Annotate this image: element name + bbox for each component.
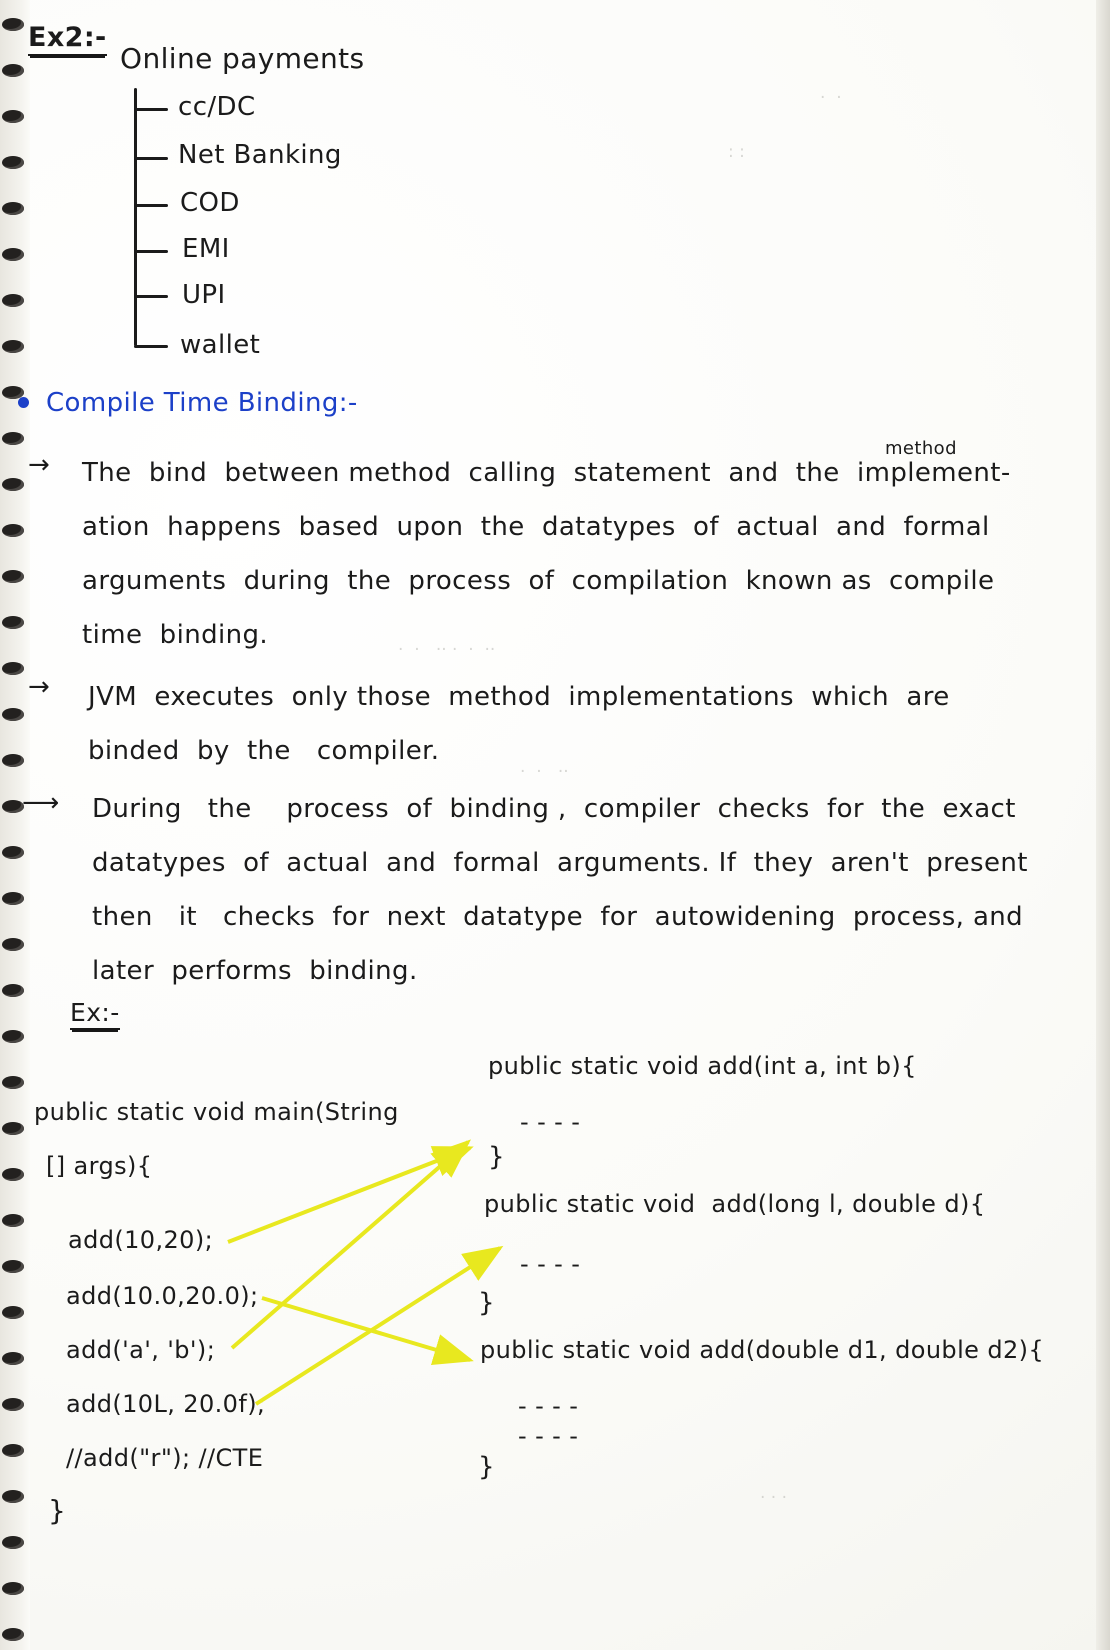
tree-item: UPI — [182, 280, 226, 310]
page-edge — [1096, 0, 1110, 1650]
spiral-ring — [2, 1444, 24, 1457]
paragraph-line: arguments during the process of compilation known as compile — [82, 566, 995, 596]
spiral-ring — [2, 1030, 24, 1043]
example2-root: Online payments — [120, 42, 365, 75]
spiral-ring — [2, 1490, 24, 1503]
spiral-ring — [2, 800, 24, 813]
tree-branch — [134, 250, 168, 253]
tree-item: Net Banking — [178, 140, 342, 170]
paragraph-line: then it checks for next datatype for autowidening process, and — [92, 902, 1024, 932]
spiral-ring — [2, 478, 24, 491]
code-line: //add("r"); //CTE — [66, 1444, 264, 1472]
spiral-ring — [2, 938, 24, 951]
paragraph-line: binded by the compiler. — [88, 736, 440, 766]
spiral-ring — [2, 846, 24, 859]
method-body: - - - - — [520, 1108, 581, 1136]
spiral-ring — [2, 1260, 24, 1273]
code-line: add(10.0,20.0); — [66, 1282, 259, 1310]
code-line: } — [48, 1494, 67, 1527]
example2-label: Ex2:- — [28, 22, 107, 56]
spiral-ring — [2, 1352, 24, 1365]
spiral-ring — [2, 1306, 24, 1319]
method-signature: public static void add(long l, double d){ — [484, 1190, 986, 1218]
tree-trunk — [134, 88, 137, 346]
section-title: Compile Time Binding:- — [46, 388, 358, 418]
tree-item: EMI — [182, 234, 230, 264]
spiral-ring — [2, 1168, 24, 1181]
tree-branch — [134, 204, 168, 207]
code-line: add(10,20); — [68, 1226, 214, 1254]
spiral-ring — [2, 1076, 24, 1089]
spiral-ring — [2, 570, 24, 583]
code-line: add(10L, 20.0f); — [66, 1390, 266, 1418]
superscript-method: method — [885, 438, 957, 459]
method-signature: public static void add(int a, int b){ — [488, 1052, 917, 1080]
spiral-ring — [2, 110, 24, 123]
spiral-ring — [2, 662, 24, 675]
notebook-page: Ex2:- Online payments cc/DC Net Banking COD EMI UPI wallet Compile Time Binding:- → method The bind between method calling statement and the implement- ation happens based upon the datatypes of actual and formal arguments during the process of compilation known as compile time binding. → JVM executes only those method implementations which are binded by the compiler. ⟶ During the process of binding , compiler checks for the exact datatypes of actual and formal arguments. If they aren't present then it checks for next datatype for autowidening process, and later performs binding. Ex:- public static void add(int a, int b){ - - - - } public static void add(long l, double d){ - - - - } public static void add(double d1, double d2){ - - - - - - - - } public static void main(String [] args){ add(10,20); add(10.0,20.0); add('a', 'b'); add(10L, 20.0f); //add("r"); //CTE } · · : : · · ·· · · ·· · · ·· · · · — [0, 0, 1110, 1650]
example-label: Ex:- — [70, 998, 120, 1030]
spiral-ring — [2, 1582, 24, 1595]
spiral-ring — [2, 1122, 24, 1135]
method-signature: public static void add(double d1, double d2){ — [480, 1336, 1045, 1364]
spiral-ring — [2, 294, 24, 307]
tree-branch — [134, 295, 168, 298]
paragraph-line: During the process of binding , compiler checks for the exact — [92, 794, 1016, 824]
tree-branch — [134, 108, 168, 111]
spiral-ring — [2, 524, 24, 537]
arrow-marker: → — [28, 450, 51, 480]
paragraph-line: The bind between method calling statement and the implement- — [82, 458, 1011, 488]
paragraph-line: ation happens based upon the datatypes of actual and formal — [82, 512, 990, 542]
spiral-ring — [2, 156, 24, 169]
paragraph-line: datatypes of actual and formal arguments. If they aren't present — [92, 848, 1028, 878]
spiral-ring — [2, 432, 24, 445]
method-body: - - - - — [518, 1392, 579, 1420]
spiral-ring — [2, 892, 24, 905]
spiral-ring — [2, 248, 24, 261]
tree-branch — [134, 157, 168, 160]
tree-item: cc/DC — [178, 92, 256, 122]
spiral-ring — [2, 616, 24, 629]
method-close: } — [488, 1142, 505, 1172]
paragraph-line: later performs binding. — [92, 956, 418, 986]
code-line: public static void main(String — [34, 1098, 399, 1126]
method-body: - - - - — [518, 1422, 579, 1450]
code-line: add('a', 'b'); — [66, 1336, 216, 1364]
method-body: - - - - — [520, 1250, 581, 1278]
spiral-ring — [2, 1536, 24, 1549]
spiral-ring — [2, 984, 24, 997]
arrow-marker: ⟶ — [22, 788, 60, 818]
method-close: } — [478, 1452, 495, 1482]
spiral-ring — [2, 202, 24, 215]
spiral-ring — [2, 754, 24, 767]
spiral-ring — [2, 18, 24, 31]
spiral-ring — [2, 1398, 24, 1411]
paragraph-line: time binding. — [82, 620, 269, 650]
tree-item: COD — [180, 188, 240, 218]
paragraph-line: JVM executes only those method implementations which are — [88, 682, 950, 712]
spiral-ring — [2, 1628, 24, 1641]
arrow-marker: → — [28, 672, 51, 702]
code-line: [] args){ — [46, 1152, 153, 1180]
tree-item: wallet — [180, 330, 261, 360]
bullet-icon — [18, 397, 29, 408]
spiral-ring — [2, 340, 24, 353]
tree-branch — [134, 345, 168, 348]
spiral-ring — [2, 64, 24, 77]
spiral-ring — [2, 708, 24, 721]
spiral-ring — [2, 1214, 24, 1227]
method-close: } — [478, 1288, 495, 1318]
